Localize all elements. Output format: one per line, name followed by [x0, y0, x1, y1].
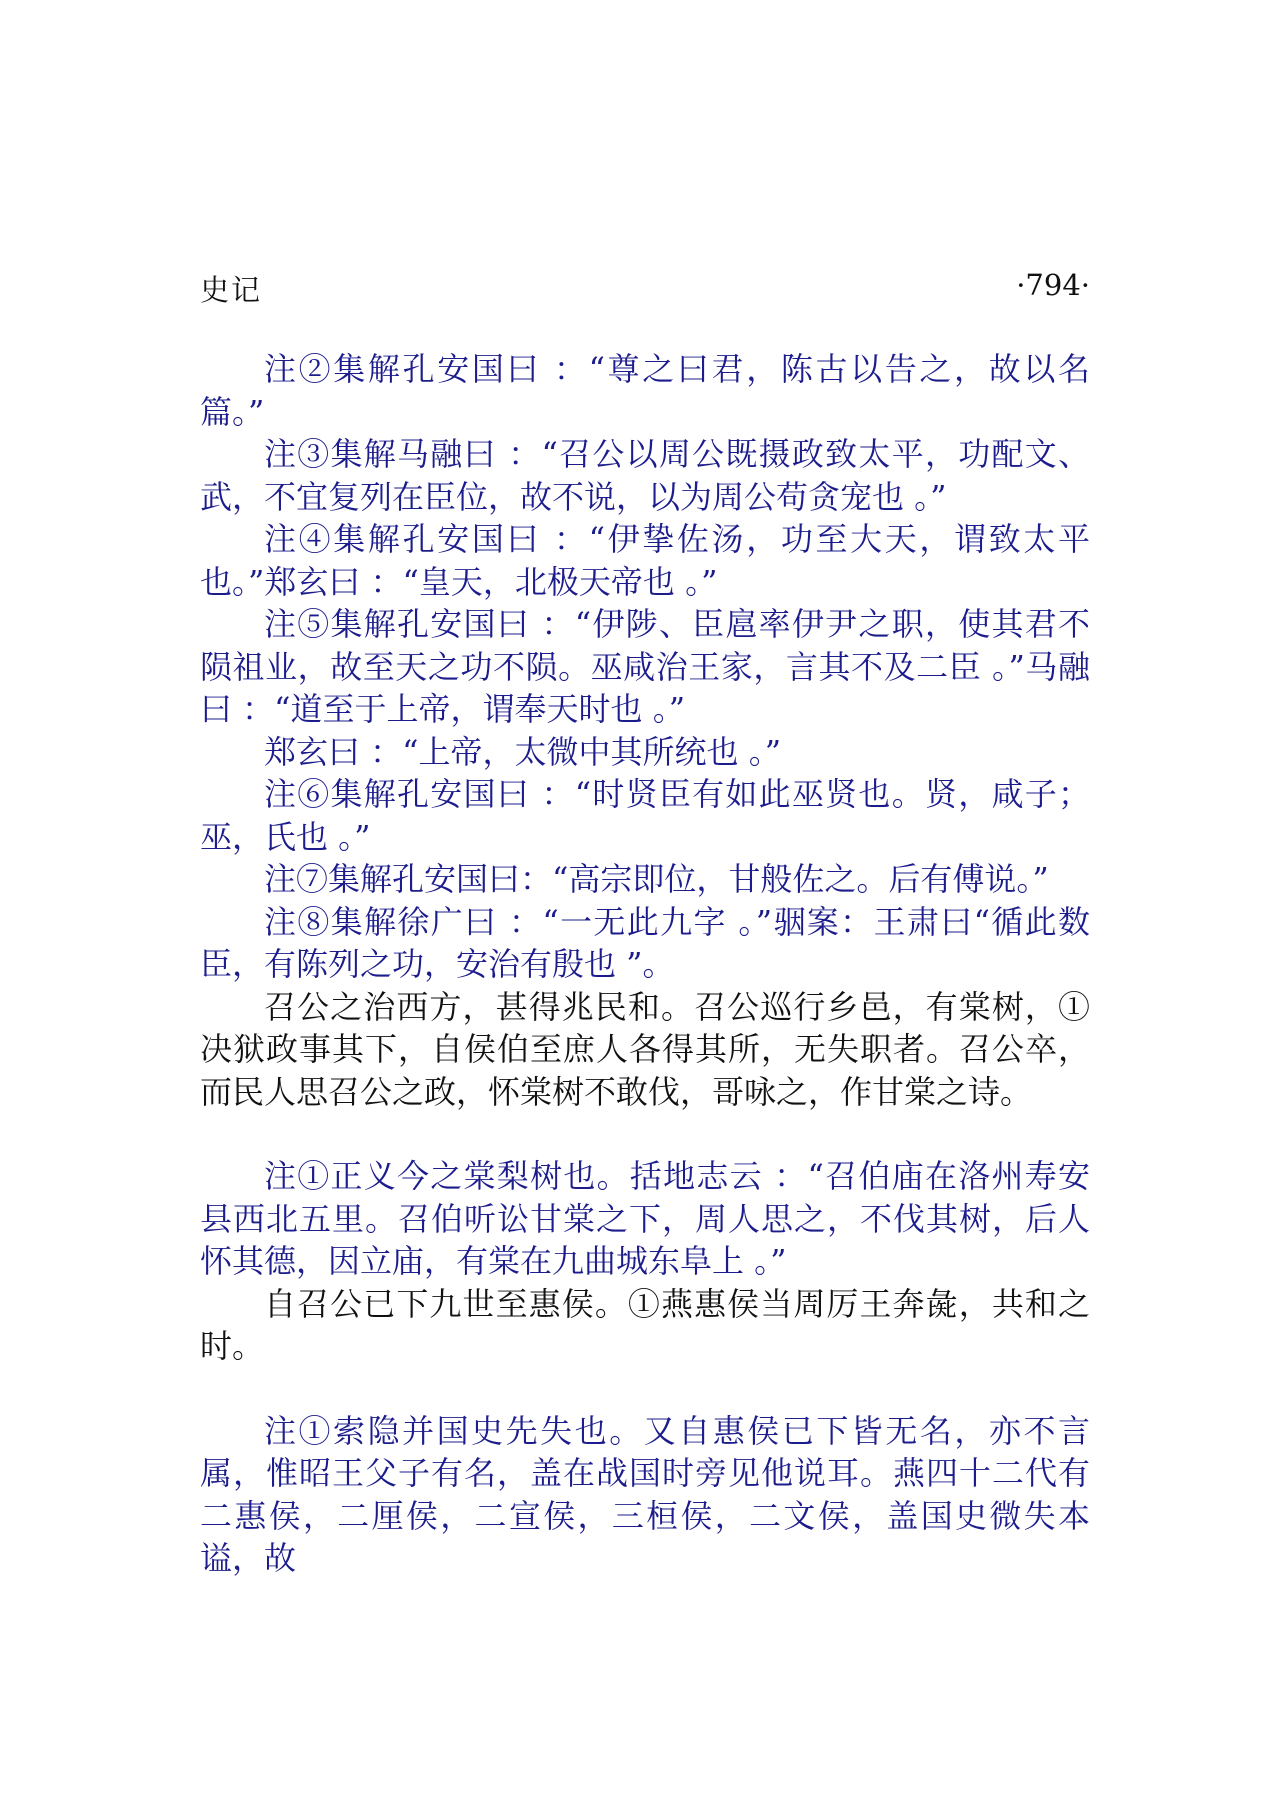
annotation-paragraph: 郑玄曰 ：“上帝，太微中其所统也 。”: [264, 732, 782, 771]
annotation-paragraph: 注⑧集解徐广曰 ：“一无此九字 。”骃案：王肃曰“循此数臣，有陈列之功，安治有殷也 ”。: [200, 902, 1090, 983]
annotation-paragraph: 注③集解马融曰 ：“召公以周公既摄政致太平，功配文、武，不宜复列在臣位，故不说，以为周公苟贪宠也 。”: [200, 435, 1090, 516]
paragraph-gap: [200, 1368, 1090, 1410]
annotation-paragraph: 注④集解孔安国曰 ：“伊挚佐汤，功至大天，谓致太平也。”郑玄曰 ：“皇天，北极天帝也 。”: [200, 520, 1090, 601]
page-body: [200, 348, 1090, 1580]
book-title: 史记: [200, 273, 263, 307]
page-number: ·794·: [1016, 268, 1090, 302]
page-header: [200, 268, 1090, 308]
main-text-paragraph: 召公之治西方，甚得兆民和。召公巡行乡邑，有棠树，①决狱政事其下，自侯伯至庶人各得其所，无失职者。召公卒，而民人思召公之政，怀棠树不敢伐，哥咏之，作甘棠之诗。: [200, 987, 1090, 1111]
annotation-paragraph: 注①正义今之棠梨树也。括地志云 ：“召伯庙在洛州寿安县西北五里。召伯听讼甘棠之下，周人思之，不伐其树，后人怀其德，因立庙，有棠在九曲城东阜上 。”: [200, 1157, 1090, 1280]
main-text-paragraph: 自召公已下九世至惠侯。①燕惠侯当周厉王奔彘，共和之时。: [200, 1284, 1090, 1365]
annotation-paragraph: 注②集解孔安国曰 ：“尊之曰君，陈古以告之，故以名篇。”: [200, 350, 1090, 431]
paragraph-gap: [200, 1113, 1090, 1155]
annotation-paragraph: 注⑥集解孔安国曰 ：“时贤臣有如此巫贤也。贤，咸子；巫，氏也 。”: [200, 775, 1090, 856]
annotation-paragraph: 注⑦集解孔安国曰：“高宗即位，甘般佐之。后有傅说。”: [264, 860, 1049, 898]
annotation-paragraph: 注①索隐并国史先失也。又自惠侯已下皆无名，亦不言属，惟昭王父子有名，盖在战国时旁见他说耳。燕四十二代有二惠侯，二厘侯，二宣侯，三桓侯，二文侯，盖国史微失本谥，故: [200, 1411, 1090, 1577]
annotation-paragraph: 注⑤集解孔安国曰 ：“伊陟、臣扈率伊尹之职，使其君不陨祖业，故至天之功不陨。巫咸治王家，言其不及二臣 。”马融曰 ：“道至于上帝，谓奉天时也 。”: [200, 605, 1090, 728]
